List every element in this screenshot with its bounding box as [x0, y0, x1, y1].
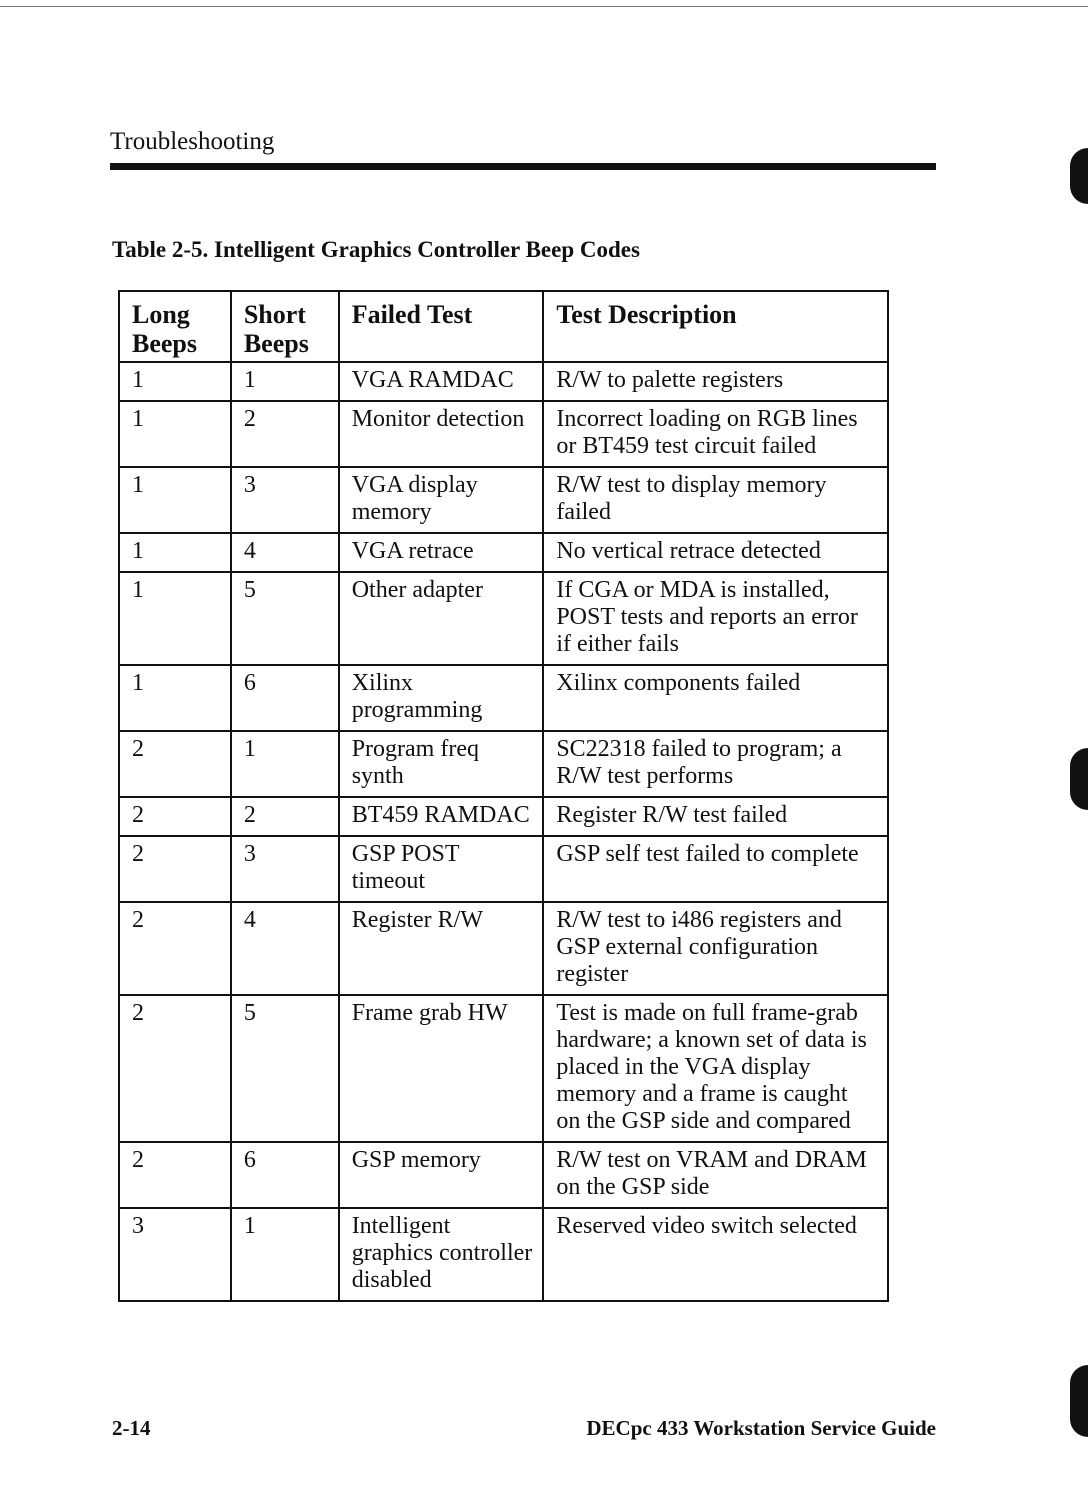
table-caption: Table 2-5. Intelligent Graphics Controller Beep Codes — [112, 237, 640, 262]
test-description-cell: R/W test to i486 registers and GSP external configuration register — [543, 902, 888, 995]
failed-test-cell: VGA retrace — [339, 533, 544, 572]
long-beeps-cell: 2 — [119, 995, 231, 1142]
test-description-cell: R/W test on VRAM and DRAM on the GSP side — [543, 1142, 888, 1208]
thumb-tab-marker — [1070, 148, 1088, 204]
table-row — [119, 665, 888, 731]
failed-test-cell: Xilinx programming — [339, 665, 544, 731]
short-beeps-cell: 1 — [231, 362, 339, 401]
failed-test-cell: Other adapter — [339, 572, 544, 665]
long-beeps-cell: 1 — [119, 572, 231, 665]
test-description-cell: Test is made on full frame-grab hardware; a known set of data is placed in the VGA display memory and a frame is caught on the GSP side and compared — [543, 995, 888, 1142]
table-row — [119, 572, 888, 665]
short-beeps-cell: 6 — [231, 1142, 339, 1208]
failed-test-cell: GSP POST timeout — [339, 836, 544, 902]
failed-test-cell: Intelligent graphics controller disabled — [339, 1208, 544, 1301]
table-row — [119, 1142, 888, 1208]
failed-test-cell: Program freq synth — [339, 731, 544, 797]
test-description-cell: No vertical retrace detected — [543, 533, 888, 572]
running-head: Troubleshooting — [110, 128, 275, 155]
failed-test-cell: VGA display memory — [339, 467, 544, 533]
long-beeps-cell: 1 — [119, 467, 231, 533]
long-beeps-cell: 1 — [119, 362, 231, 401]
short-beeps-cell: 3 — [231, 836, 339, 902]
table-row — [119, 902, 888, 995]
short-beeps-cell: 6 — [231, 665, 339, 731]
test-description-cell: Reserved video switch selected — [543, 1208, 888, 1301]
short-beeps-cell: 4 — [231, 533, 339, 572]
long-beeps-cell: 2 — [119, 902, 231, 995]
table-row — [119, 836, 888, 902]
short-beeps-cell: 1 — [231, 731, 339, 797]
column-header-test-description: Test Description — [543, 291, 888, 362]
header-rule — [110, 163, 936, 170]
table-header-row — [119, 291, 888, 362]
thumb-tab-marker — [1070, 1365, 1088, 1437]
long-beeps-cell: 1 — [119, 533, 231, 572]
book-title: DECpc 433 Workstation Service Guide — [586, 1416, 936, 1440]
failed-test-cell: Frame grab HW — [339, 995, 544, 1142]
failed-test-cell: BT459 RAMDAC — [339, 797, 544, 836]
top-scan-rule — [0, 6, 1088, 7]
table-row — [119, 1208, 888, 1301]
test-description-cell: If CGA or MDA is installed, POST tests and reports an error if either fails — [543, 572, 888, 665]
short-beeps-cell: 3 — [231, 467, 339, 533]
short-beeps-cell: 5 — [231, 572, 339, 665]
short-beeps-cell: 5 — [231, 995, 339, 1142]
table-row — [119, 995, 888, 1142]
table-row — [119, 467, 888, 533]
test-description-cell: Incorrect loading on RGB lines or BT459 test circuit failed — [543, 401, 888, 467]
short-beeps-cell: 2 — [231, 401, 339, 467]
test-description-cell: GSP self test failed to complete — [543, 836, 888, 902]
long-beeps-cell: 3 — [119, 1208, 231, 1301]
table-row — [119, 731, 888, 797]
table-row — [119, 797, 888, 836]
thumb-tab-marker — [1070, 748, 1088, 810]
short-beeps-cell: 4 — [231, 902, 339, 995]
table-row — [119, 401, 888, 467]
long-beeps-cell: 2 — [119, 836, 231, 902]
test-description-cell: Register R/W test failed — [543, 797, 888, 836]
long-beeps-cell: 2 — [119, 731, 231, 797]
column-header-long-beeps: Long Beeps — [119, 291, 231, 362]
page-number: 2-14 — [112, 1416, 151, 1440]
long-beeps-cell: 1 — [119, 401, 231, 467]
long-beeps-cell: 2 — [119, 797, 231, 836]
beep-codes-table — [118, 290, 889, 1302]
test-description-cell: R/W to palette registers — [543, 362, 888, 401]
table-row — [119, 362, 888, 401]
short-beeps-cell: 2 — [231, 797, 339, 836]
long-beeps-cell: 1 — [119, 665, 231, 731]
failed-test-cell: GSP memory — [339, 1142, 544, 1208]
failed-test-cell: VGA RAMDAC — [339, 362, 544, 401]
short-beeps-cell: 1 — [231, 1208, 339, 1301]
test-description-cell: SC22318 failed to program; a R/W test performs — [543, 731, 888, 797]
column-header-failed-test: Failed Test — [339, 291, 544, 362]
column-header-short-beeps: Short Beeps — [231, 291, 339, 362]
table-row — [119, 533, 888, 572]
failed-test-cell: Register R/W — [339, 902, 544, 995]
failed-test-cell: Monitor detection — [339, 401, 544, 467]
test-description-cell: Xilinx components failed — [543, 665, 888, 731]
test-description-cell: R/W test to display memory failed — [543, 467, 888, 533]
long-beeps-cell: 2 — [119, 1142, 231, 1208]
